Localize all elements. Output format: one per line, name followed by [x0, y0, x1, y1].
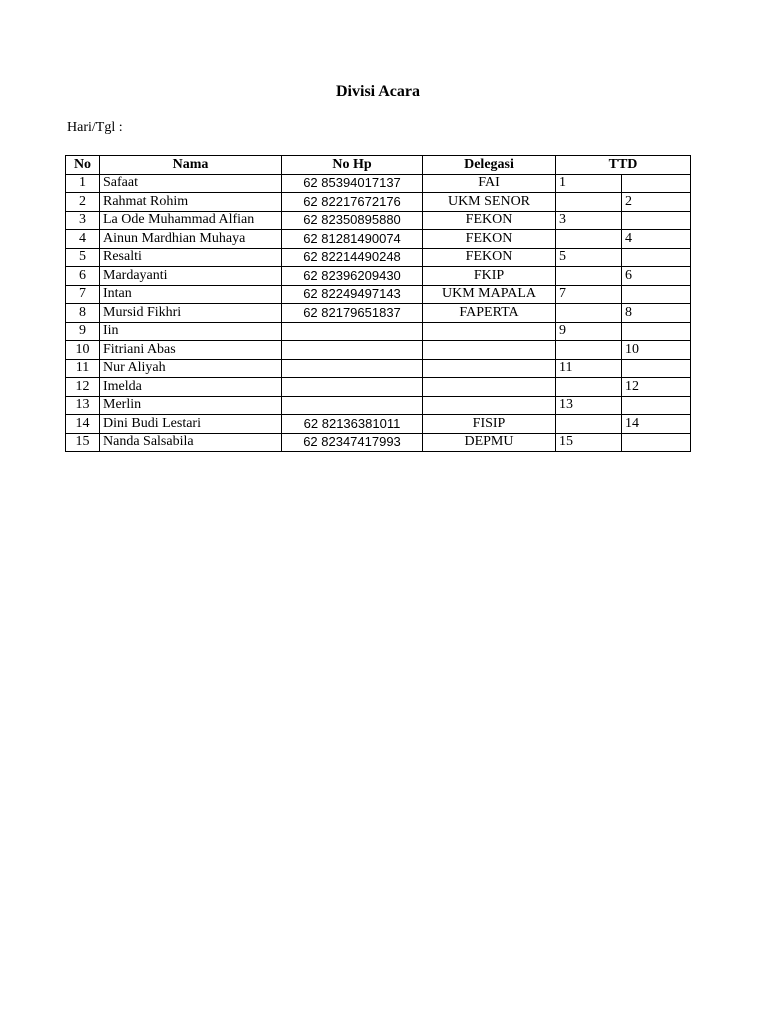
- header-nama: Nama: [100, 156, 282, 175]
- cell-no: 12: [66, 378, 100, 397]
- cell-no: 5: [66, 248, 100, 267]
- cell-ttd-right: 4: [622, 230, 691, 249]
- cell-nama: Iin: [100, 322, 282, 341]
- cell-no-hp: 62 82350895880: [282, 211, 423, 230]
- cell-ttd-right: 6: [622, 267, 691, 286]
- cell-no-hp: 62 82396209430: [282, 267, 423, 286]
- cell-delegasi: DEPMU: [423, 433, 556, 452]
- cell-ttd-right: 2: [622, 193, 691, 212]
- cell-no-hp: 62 82179651837: [282, 304, 423, 323]
- header-no: No: [66, 156, 100, 175]
- cell-nama: Imelda: [100, 378, 282, 397]
- cell-ttd-right: [622, 359, 691, 378]
- cell-ttd-right: [622, 396, 691, 415]
- cell-ttd-right: [622, 322, 691, 341]
- cell-ttd-left: [556, 267, 622, 286]
- cell-no-hp: [282, 396, 423, 415]
- table-row: [66, 378, 691, 397]
- cell-no: 6: [66, 267, 100, 286]
- cell-no: 7: [66, 285, 100, 304]
- cell-no-hp: 62 82136381011: [282, 415, 423, 434]
- cell-ttd-left: [556, 193, 622, 212]
- cell-no: 13: [66, 396, 100, 415]
- cell-ttd-left: 7: [556, 285, 622, 304]
- cell-delegasi: FEKON: [423, 248, 556, 267]
- cell-delegasi: FEKON: [423, 230, 556, 249]
- cell-ttd-left: [556, 415, 622, 434]
- cell-nama: Mardayanti: [100, 267, 282, 286]
- cell-ttd-right: 10: [622, 341, 691, 360]
- cell-no: 8: [66, 304, 100, 323]
- cell-no: 15: [66, 433, 100, 452]
- cell-ttd-left: 13: [556, 396, 622, 415]
- cell-delegasi: [423, 322, 556, 341]
- table-row: [66, 285, 691, 304]
- cell-no: 1: [66, 174, 100, 193]
- cell-delegasi: UKM MAPALA: [423, 285, 556, 304]
- table-row: [66, 193, 691, 212]
- table-row: [66, 267, 691, 286]
- table-row: [66, 415, 691, 434]
- cell-nama: Dini Budi Lestari: [100, 415, 282, 434]
- table-row: [66, 211, 691, 230]
- header-no-hp: No Hp: [282, 156, 423, 175]
- cell-no-hp: 62 82249497143: [282, 285, 423, 304]
- cell-no-hp: [282, 341, 423, 360]
- cell-no-hp: 62 85394017137: [282, 174, 423, 193]
- cell-delegasi: [423, 359, 556, 378]
- cell-ttd-left: 5: [556, 248, 622, 267]
- cell-ttd-left: 3: [556, 211, 622, 230]
- table-row: [66, 359, 691, 378]
- table-body: [66, 174, 691, 452]
- cell-no: 11: [66, 359, 100, 378]
- table-row: [66, 396, 691, 415]
- cell-nama: Fitriani Abas: [100, 341, 282, 360]
- cell-no-hp: [282, 378, 423, 397]
- cell-ttd-right: [622, 285, 691, 304]
- cell-ttd-right: [622, 174, 691, 193]
- table-row: [66, 174, 691, 193]
- cell-delegasi: FISIP: [423, 415, 556, 434]
- cell-no: 14: [66, 415, 100, 434]
- cell-no: 4: [66, 230, 100, 249]
- cell-ttd-left: 1: [556, 174, 622, 193]
- table-row: [66, 341, 691, 360]
- cell-nama: Mursid Fikhri: [100, 304, 282, 323]
- cell-ttd-left: [556, 230, 622, 249]
- cell-no: 10: [66, 341, 100, 360]
- table-row: [66, 304, 691, 323]
- cell-delegasi: [423, 396, 556, 415]
- cell-no: 9: [66, 322, 100, 341]
- cell-nama: Intan: [100, 285, 282, 304]
- cell-nama: Safaat: [100, 174, 282, 193]
- cell-nama: Nur Aliyah: [100, 359, 282, 378]
- header-delegasi: Delegasi: [423, 156, 556, 175]
- cell-delegasi: FAPERTA: [423, 304, 556, 323]
- cell-ttd-right: 8: [622, 304, 691, 323]
- cell-no-hp: 62 82214490248: [282, 248, 423, 267]
- date-label: Hari/Tgl :: [67, 120, 123, 135]
- cell-ttd-left: 11: [556, 359, 622, 378]
- table-row: [66, 230, 691, 249]
- cell-delegasi: UKM SENOR: [423, 193, 556, 212]
- page-title: Divisi Acara: [336, 83, 420, 100]
- cell-ttd-left: [556, 341, 622, 360]
- cell-ttd-right: 12: [622, 378, 691, 397]
- cell-delegasi: FKIP: [423, 267, 556, 286]
- cell-no: 3: [66, 211, 100, 230]
- cell-ttd-right: [622, 248, 691, 267]
- cell-no-hp: 62 82347417993: [282, 433, 423, 452]
- cell-nama: Resalti: [100, 248, 282, 267]
- cell-nama: La Ode Muhammad Alfian: [100, 211, 282, 230]
- cell-ttd-left: 15: [556, 433, 622, 452]
- cell-ttd-left: [556, 304, 622, 323]
- header-ttd: TTD: [556, 156, 691, 175]
- table-header-row: [66, 156, 691, 175]
- attendance-table: [65, 155, 691, 452]
- cell-ttd-left: 9: [556, 322, 622, 341]
- cell-nama: Nanda Salsabila: [100, 433, 282, 452]
- cell-nama: Rahmat Rohim: [100, 193, 282, 212]
- cell-delegasi: [423, 341, 556, 360]
- cell-nama: Ainun Mardhian Muhaya: [100, 230, 282, 249]
- cell-ttd-right: 14: [622, 415, 691, 434]
- cell-delegasi: FAI: [423, 174, 556, 193]
- cell-no-hp: 62 82217672176: [282, 193, 423, 212]
- cell-delegasi: FEKON: [423, 211, 556, 230]
- table-row: [66, 248, 691, 267]
- cell-no-hp: [282, 359, 423, 378]
- cell-ttd-right: [622, 433, 691, 452]
- cell-delegasi: [423, 378, 556, 397]
- cell-nama: Merlin: [100, 396, 282, 415]
- cell-no: 2: [66, 193, 100, 212]
- cell-ttd-left: [556, 378, 622, 397]
- cell-no-hp: 62 81281490074: [282, 230, 423, 249]
- cell-no-hp: [282, 322, 423, 341]
- cell-ttd-right: [622, 211, 691, 230]
- table-row: [66, 433, 691, 452]
- table-row: [66, 322, 691, 341]
